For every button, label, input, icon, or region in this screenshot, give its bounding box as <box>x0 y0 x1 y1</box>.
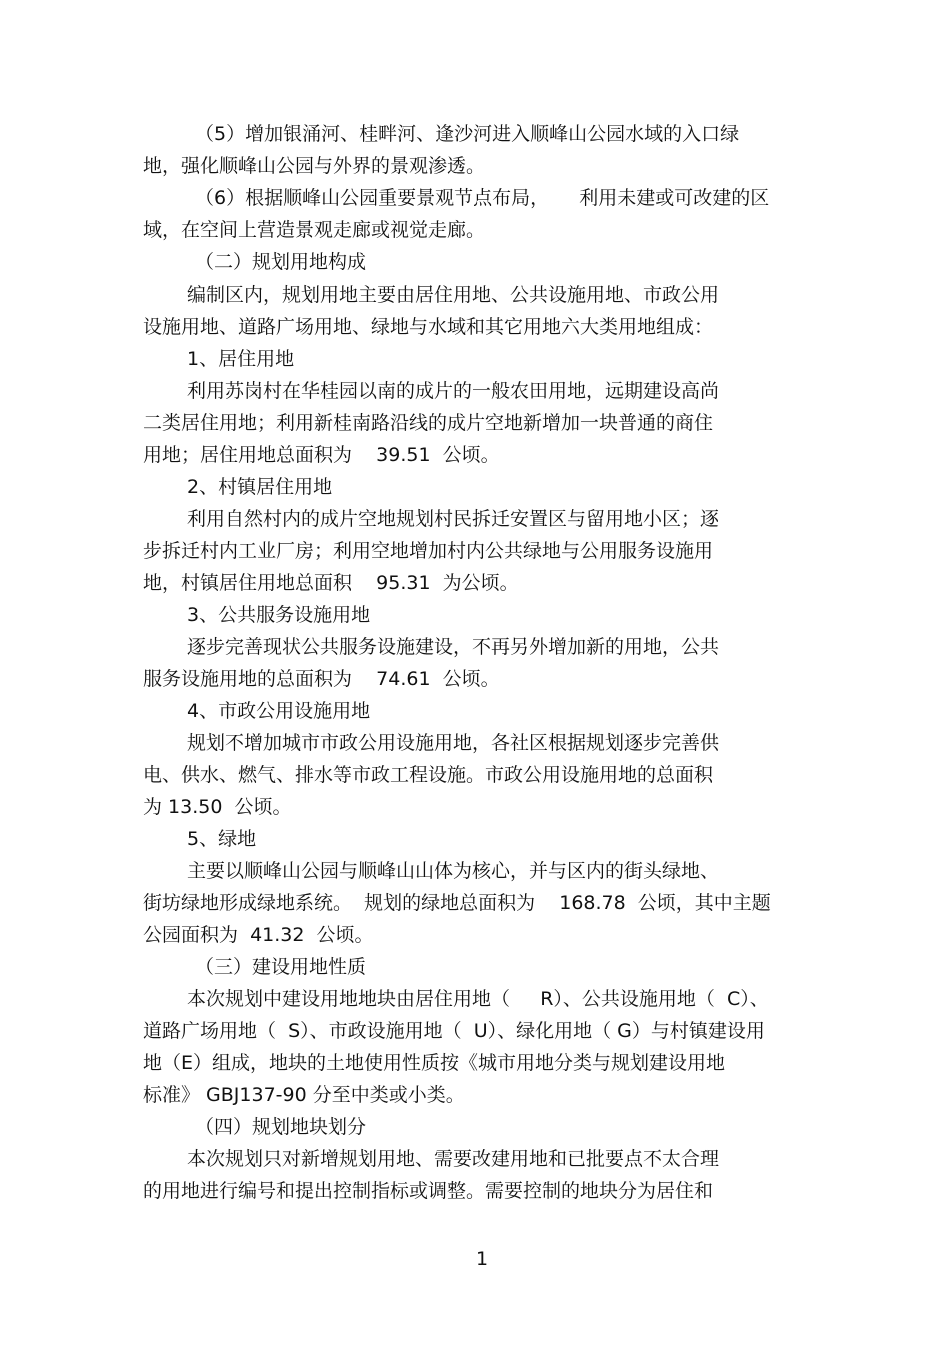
text-line: 地（E）组成，地块的土地使用性质按《城市用地分类与规划建设用地 <box>143 1052 726 1074</box>
text-line: 地，村镇居住用地总面积 95.31 为公顷。 <box>143 572 519 594</box>
text-line: 域，在空间上营造景观走廊或视觉走廊。 <box>143 219 486 241</box>
text-line: 利用苏岗村在华桂园以南的成片的一般农田用地，远期建设高尚 <box>187 380 720 402</box>
text-line: 地，强化顺峰山公园与外界的景观渗透。 <box>143 155 486 177</box>
subsection-heading: 2、村镇居住用地 <box>187 476 333 498</box>
text-line: 服务设施用地的总面积为 74.61 公顷。 <box>143 668 500 690</box>
text-line: 为 13.50 公顷。 <box>143 796 292 818</box>
subsection-heading: 4、市政公用设施用地 <box>187 700 371 722</box>
text-line: 主要以顺峰山公园与顺峰山山体为核心，并与区内的街头绿地、 <box>187 860 720 882</box>
subsection-heading: 1、居住用地 <box>187 348 295 370</box>
text-line: 的用地进行编号和提出控制指标或调整。需要控制的地块分为居住和 <box>143 1180 714 1202</box>
text-line: 本次规划中建设用地地块由居住用地（ R）、公共设施用地（ C）、 <box>187 988 769 1010</box>
text-line: 公园面积为 41.32 公顷。 <box>143 924 374 946</box>
page-number: 1 <box>476 1248 489 1270</box>
text-line: 标准》 GBJ137-90 分至中类或小类。 <box>143 1084 465 1106</box>
text-line: 步拆迁村内工业厂房；利用空地增加村内公共绿地与公用服务设施用 <box>143 540 714 562</box>
text-line: 道路广场用地（ S）、市政设施用地（ U）、绿化用地（ G）与村镇建设用 <box>143 1020 765 1042</box>
text-line: 本次规划只对新增规划用地、需要改建用地和已批要点不太合理 <box>187 1148 720 1170</box>
text-line: 二类居住用地；利用新桂南路沿线的成片空地新增加一块普通的商住 <box>143 412 714 434</box>
section-heading: （三）建设用地性质 <box>195 956 367 978</box>
text-line: 用地；居住用地总面积为 39.51 公顷。 <box>143 444 500 466</box>
text-line: （6）根据顺峰山公园重要景观节点布局， 利用未建或可改建的区 <box>195 187 770 209</box>
section-heading: （二）规划用地构成 <box>195 251 367 273</box>
text-line: 设施用地、道路广场用地、绿地与水域和其它用地六大类用地组成： <box>143 316 714 338</box>
text-line: 电、供水、燃气、排水等市政工程设施。市政公用设施用地的总面积 <box>143 764 714 786</box>
subsection-heading: 3、公共服务设施用地 <box>187 604 371 626</box>
text-line: 利用自然村内的成片空地规划村民拆迁安置区与留用地小区；逐 <box>187 508 720 530</box>
subsection-heading: 5、绿地 <box>187 828 257 850</box>
text-line: （5）增加银涌河、桂畔河、逢沙河进入顺峰山公园水域的入口绿 <box>195 123 740 145</box>
text-line: 逐步完善现状公共服务设施建设，不再另外增加新的用地，公共 <box>187 636 720 658</box>
text-line: 规划不增加城市市政公用设施用地，各社区根据规划逐步完善供 <box>187 732 720 754</box>
text-line: 街坊绿地形成绿地系统。 规划的绿地总面积为 168.78 公顷，其中主题 <box>143 892 771 914</box>
section-heading: （四）规划地块划分 <box>195 1116 367 1138</box>
text-line: 编制区内，规划用地主要由居住用地、公共设施用地、市政公用 <box>187 284 720 306</box>
